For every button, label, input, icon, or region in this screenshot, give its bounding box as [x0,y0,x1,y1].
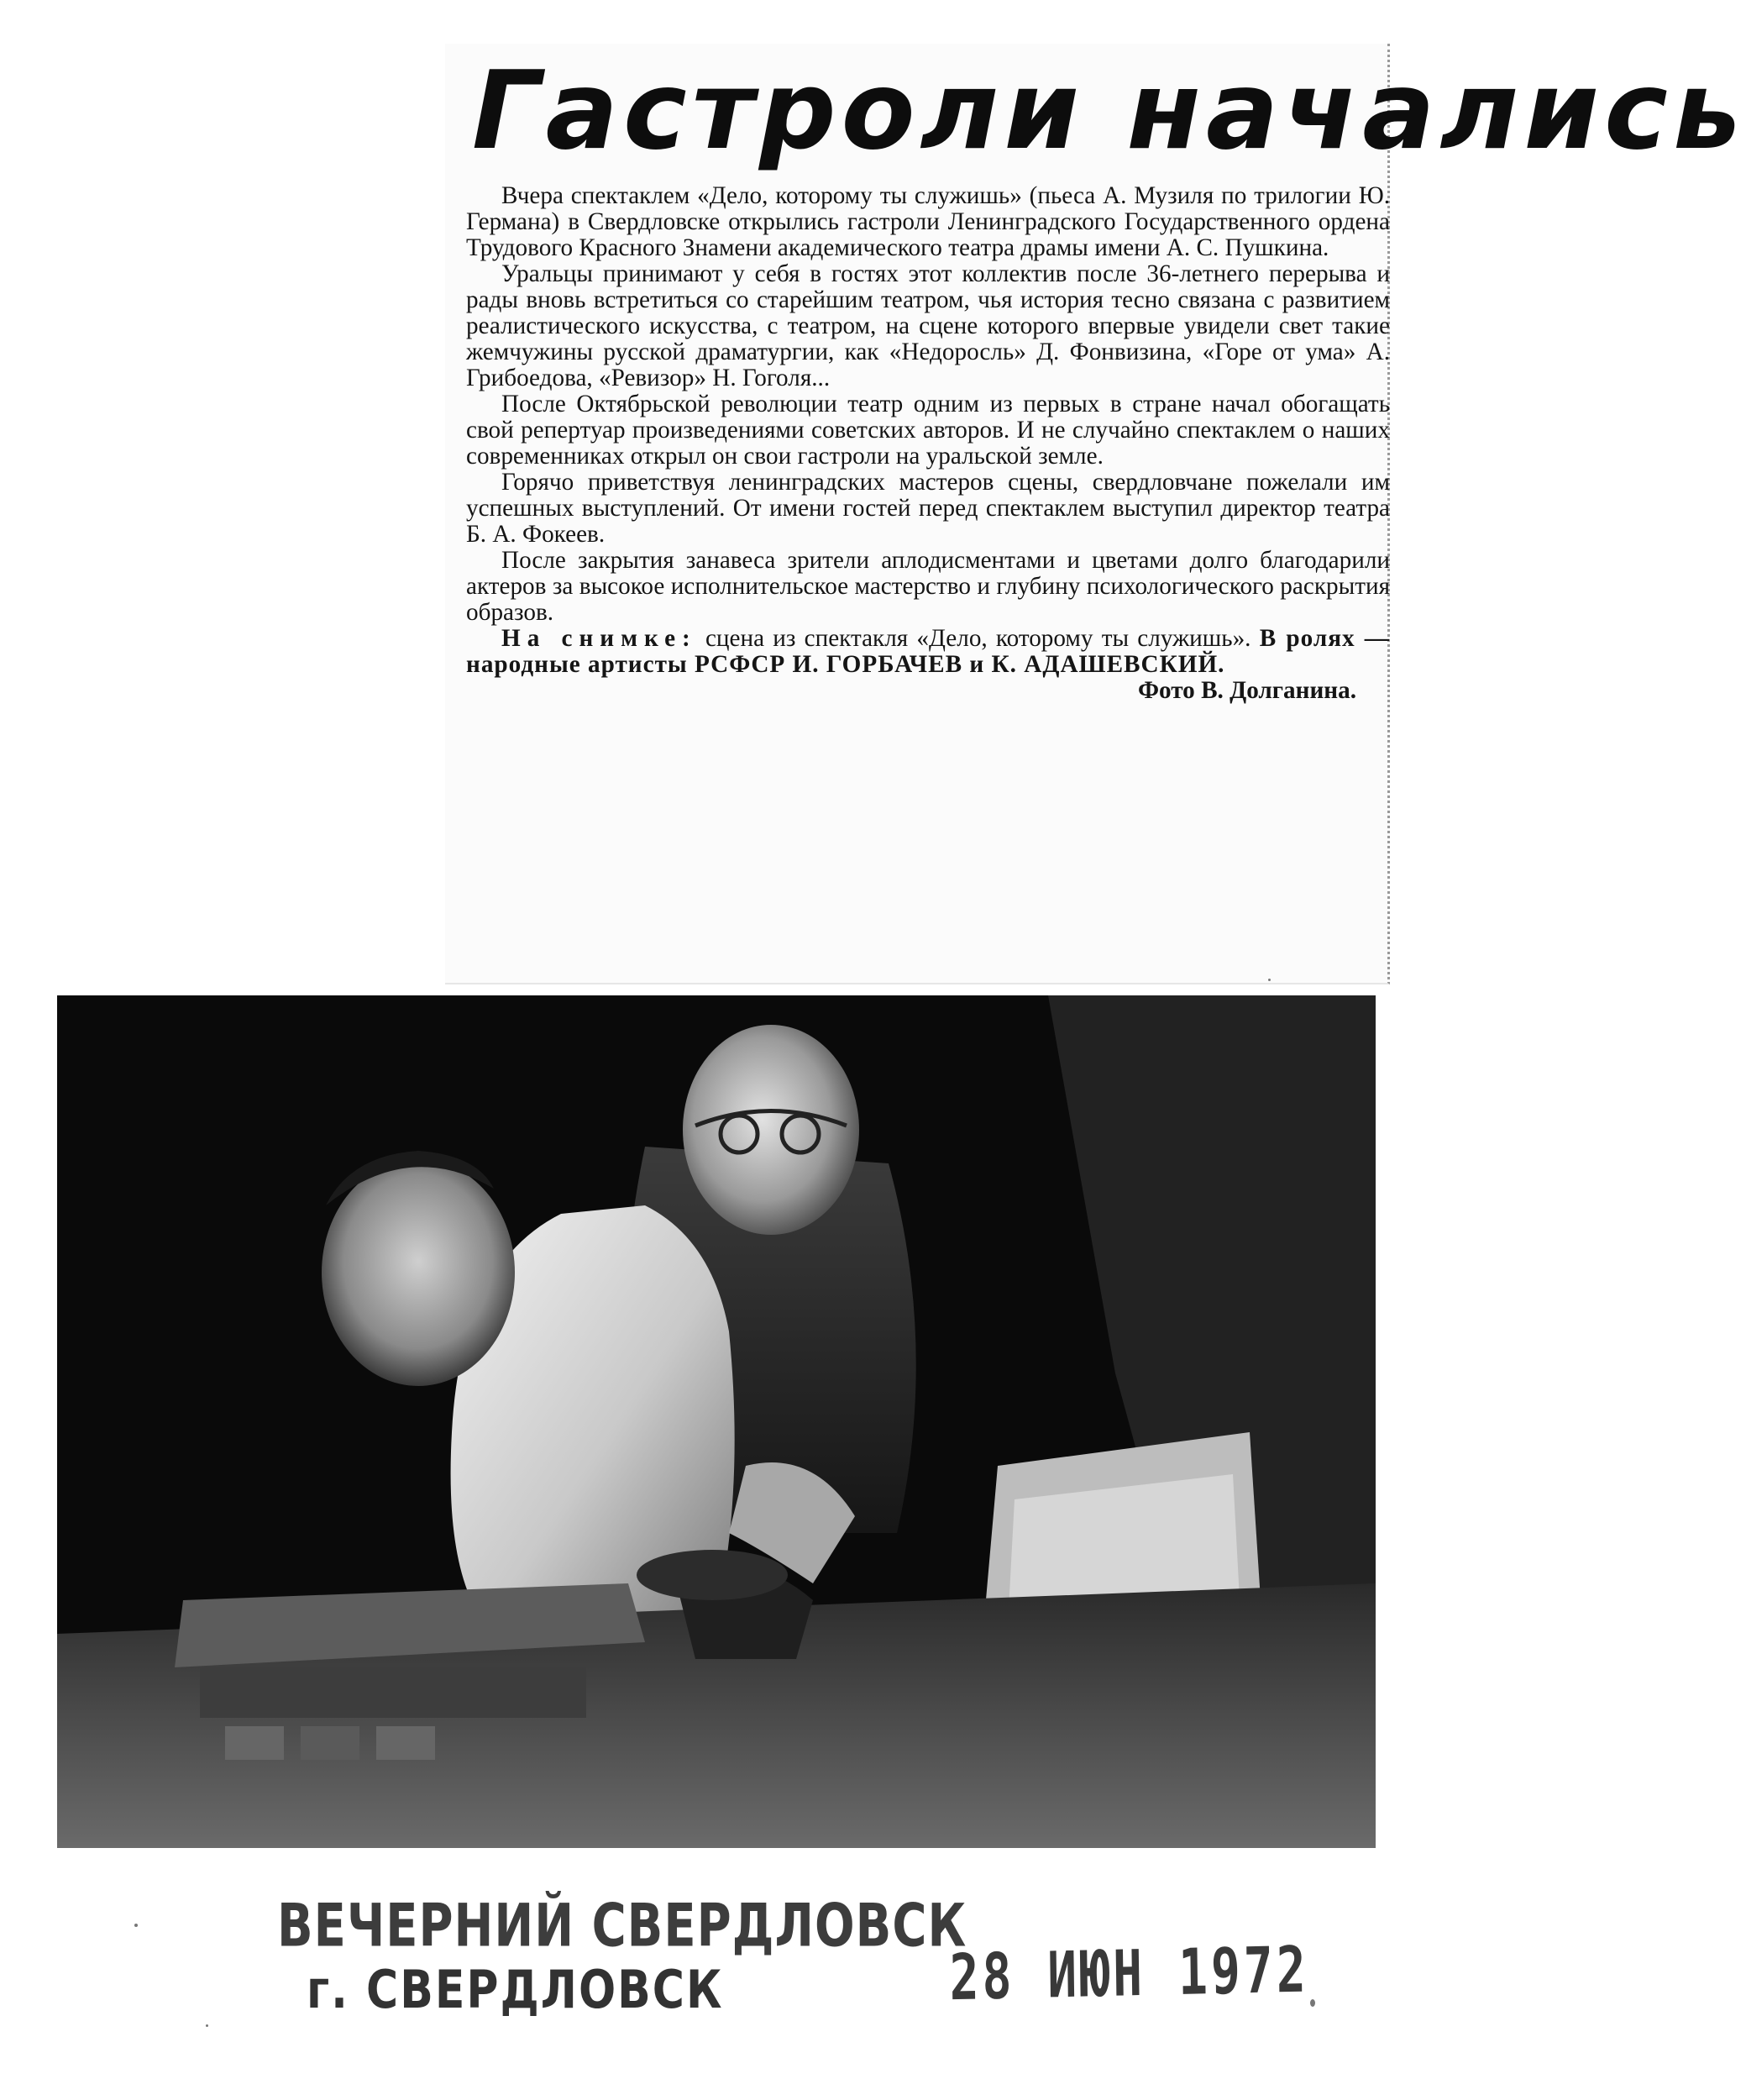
date-stamp: 28 ИЮН 1972 [949,1932,1310,2015]
stage-photo [57,995,1376,1848]
article-body [466,183,1390,704]
paper-speck [134,1924,138,1927]
paper-speck [1310,1999,1315,2007]
stamp-city: г. СВЕРДЛОВСК [307,1960,724,2021]
article-paragraph: После закрытия занавеса зрители аплодисментами и цветами долго благодарили актеров за высокое исполнительское мастерство и глубину психологического раскрытия образов. [466,547,1390,626]
stamp-newspaper-name: ВЕЧЕРНИЙ СВЕРДЛОВСК [277,1892,967,1961]
stage-photo-illustration [57,995,1376,1848]
article-paragraph: Уральцы принимают у себя в гостях этот коллектив после 36-летнего перерыва и рады вновь встретиться со старейшим театром, чья история тесно связана с развитием реалистического искусства, с театром, на сцене которого впервые увидели свет такие жемчужины русской драматургии, как «Недоросль» Д. Фонвизина, «Горе от ума» А. Грибоедова, «Ревизор» Н. Гоголя... [466,260,1390,391]
article-paragraph: Горячо приветствуя ленинградских мастеров сцены, свердловчане пожелали им успешных выступлений. От имени гостей перед спектаклем выступил директор театра Б. А. Фокеев. [466,469,1390,548]
photo-credit: Фото В. Долганина. [1137,677,1356,704]
article-paragraph: Вчера спектаклем «Дело, которому ты служишь» (пьеса А. Музиля по трилогии Ю. Германа) в Свердловске открылись гастроли Ленинградского Государственного ордена Трудового Красного Знамени академического театра драмы имени А. С. Пушкина. [466,182,1390,261]
newspaper-stamp [277,1892,967,2021]
caption-text: сцена из спектакля «Дело, которому ты служишь». [705,625,1251,652]
caption-lead: На снимке: [501,625,697,652]
article-paragraph: После Октябрьской революции театр одним из первых в стране начал обогащать свой репертуар произведениями советских авторов. И не случайно спектаклем о наших современниках открыл он свои гастроли на уральской земле. [466,391,1390,470]
photo-caption [466,625,1390,704]
headline: Гастроли начались [472,49,1746,174]
paper-speck [206,2024,208,2027]
paper-speck [1268,979,1271,981]
caption-roles: В ролях — народные артисты РСФСР И. ГОРБАЧЕВ и К. АДАШЕВСКИЙ. [466,625,1390,678]
